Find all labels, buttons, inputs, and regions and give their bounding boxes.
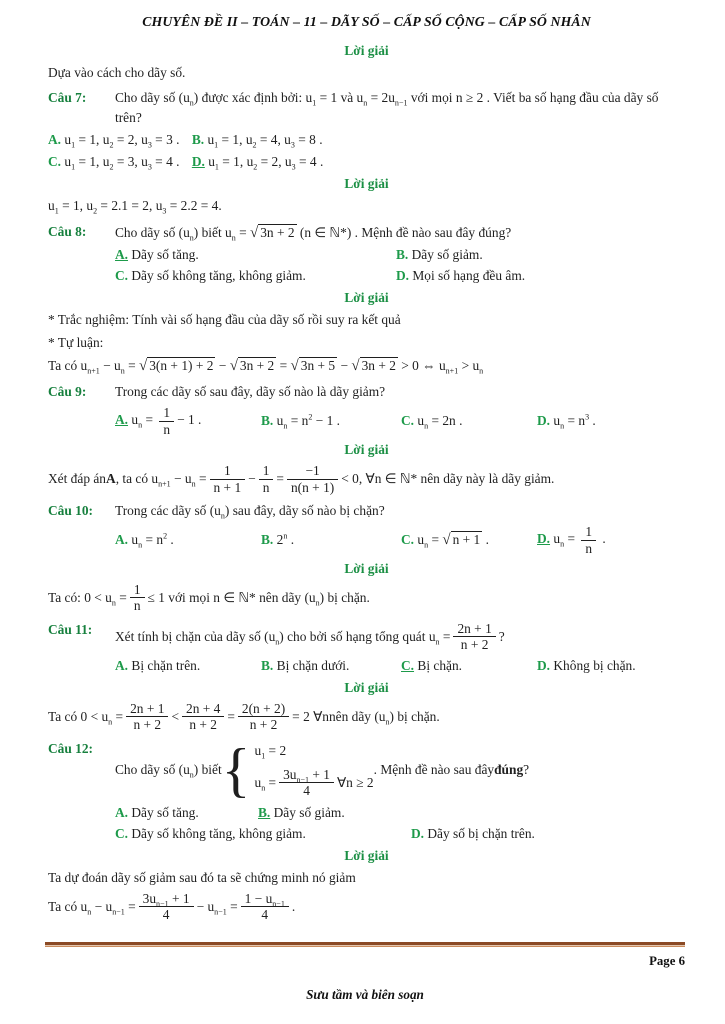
q12-stem-end: ?	[523, 762, 530, 778]
q8-option-c-letter: C.	[115, 268, 129, 284]
q11-option-c-letter: C.	[401, 657, 415, 673]
question-11	[48, 620, 685, 654]
sqrt-expression	[139, 358, 215, 373]
q9-sol-bold-a: A	[106, 471, 116, 487]
q9-option-d-letter: D.	[537, 413, 551, 429]
q8-sol-m1: −	[215, 357, 230, 373]
fraction-denominator: n	[163, 421, 171, 437]
q10-option-d-post: .	[599, 531, 606, 547]
q8-option-a-text: Dãy số tăng.	[131, 247, 199, 263]
q12-option-c-letter: C.	[115, 825, 129, 841]
q8-option-c-text: Dãy số không tăng, không giảm.	[131, 268, 306, 284]
q9-option-a-pre: $u_n$ =	[131, 412, 157, 430]
q12-solution-heading: Lời giải	[344, 847, 389, 863]
q12-option-b-letter: B.	[258, 804, 271, 820]
left-brace-icon: {	[221, 736, 251, 803]
q9-option-d-text: $u_n = n^3$ .	[553, 412, 596, 431]
q8-sol-m2: =	[276, 357, 291, 373]
q9-option-b-letter: B.	[261, 413, 274, 429]
fraction-denominator: n + 2	[189, 717, 217, 733]
q7-option-d-text: $u_1 = 1$, $u_2 = 2$, $u_3 = 4$ .	[208, 154, 324, 172]
q12-stem-pre: Cho dãy số $(u_n)$ biết	[115, 762, 222, 780]
q7-option-b-letter: B.	[191, 132, 205, 148]
q8-stem-pre: Cho dãy số $(u_n)$ biết $u_n$ =	[115, 224, 250, 243]
q12-option-d	[411, 824, 685, 844]
sqrt-expression	[351, 358, 398, 373]
question-10-stem: Trong các dãy số $(u_n)$ sau đây, dãy số nào bị chặn?	[115, 502, 385, 521]
q12-sol-pre: Ta có $u_n - u_{n-1}$ =	[48, 898, 136, 917]
fraction	[287, 463, 338, 495]
q10-option-b-letter: B.	[261, 531, 274, 547]
q9-option-a-post: − 1 .	[177, 412, 202, 428]
q9-option-c	[401, 411, 537, 431]
q8-solution-line1: * Trắc nghiệm: Tính vài số hạng đầu của dãy số rồi suy ra kết quả	[48, 312, 401, 328]
q7-option-a-text: $u_1 = 1$, $u_2 = 2$, $u_3 = 3$ .	[64, 132, 180, 150]
fraction	[126, 701, 168, 733]
fraction-numerator: 1	[210, 463, 246, 479]
footer-rule	[45, 942, 685, 947]
q11-option-d	[537, 656, 685, 676]
fraction-denominator: 4	[303, 783, 310, 799]
q9-options-row	[115, 404, 685, 438]
q12-solution-line2	[48, 890, 685, 924]
q8-solution-line2: * Tự luận:	[48, 334, 104, 350]
q11-option-a	[115, 656, 261, 676]
question-11-stem	[115, 620, 685, 654]
intro-note: Dựa vào cách cho dãy số.	[48, 64, 186, 80]
question-8-label: Câu 8:	[48, 223, 87, 239]
question-9-stem: Trong các dãy số sau đây, dãy số nào là dãy giảm?	[115, 384, 386, 400]
radical-icon: √	[442, 531, 451, 548]
q8-option-b	[396, 245, 685, 265]
question-10	[48, 501, 685, 521]
q12-sol-m1: − $u_{n-1}$ =	[196, 898, 238, 917]
question-9-label: Câu 9:	[48, 384, 87, 400]
question-10-label: Câu 10:	[48, 502, 94, 518]
q10-option-a	[115, 530, 261, 550]
q10-option-c-pre: $u_n$ =	[417, 531, 443, 550]
q11-sol-m3: = 2 ∀n	[292, 708, 329, 724]
q10-option-b-text: 2$^n$ .	[276, 531, 295, 547]
fraction-denominator: n	[262, 479, 270, 495]
q7-option-b-text: $u_1 = 1$, $u_2 = 4$, $u_3 = 8$ .	[207, 132, 323, 150]
q11-stem-post: ?	[498, 628, 505, 644]
radicand: 3n + 5	[300, 357, 336, 373]
q9-option-c-letter: C.	[401, 413, 415, 429]
q9-sol-post: < 0, ∀n ∈ ℕ* nên dãy này là dãy giảm.	[341, 471, 555, 487]
q9-sol-m1: −	[248, 471, 256, 487]
page-number: Page 6	[649, 954, 685, 968]
q11-option-c-text: Bị chặn.	[417, 657, 463, 673]
fraction	[259, 463, 274, 495]
q12-sol-post: .	[291, 898, 296, 914]
fraction-numerator: 1	[581, 524, 596, 540]
q9-option-a	[115, 404, 261, 438]
q9-option-c-text: $u_n = 2n$ .	[417, 413, 463, 431]
q11-stem-pre: Xét tính bị chặn của dãy số $(u_n)$ cho bởi số hạng tổng quát $u_n$ =	[115, 628, 451, 647]
page-footer	[45, 942, 685, 1005]
fraction-denominator: 4	[162, 907, 170, 923]
fraction	[453, 621, 495, 653]
q8-sol-post: > 0 ⇔ $u_{n+1} > u_n$	[397, 357, 484, 376]
radical-icon: √	[139, 357, 148, 374]
fraction	[581, 524, 596, 556]
fraction-denominator: n	[585, 540, 593, 556]
system-of-cases	[221, 736, 374, 803]
radicand: 3n + 2	[260, 224, 295, 240]
q7-solution-heading: Lời giải	[344, 176, 389, 192]
q10-sol-pre: Ta có: $0 < u_n$ =	[48, 589, 127, 608]
q11-sol-post: nên dãy $(u_n)$ bị chặn.	[328, 708, 440, 727]
question-12-stem	[115, 736, 685, 803]
q12-option-c	[115, 824, 411, 844]
question-7	[48, 88, 685, 128]
question-7-stem: Cho dãy số $(u_n)$ được xác định bởi: $u_1 = 1$ và $u_n = 2u_{n-1}$ với mọi n ≥ 2 . Viết ba số hạng đầu của dãy số trên?	[115, 89, 659, 126]
solution-heading: Lời giải	[344, 42, 389, 58]
q8-options-row-ab	[115, 245, 685, 265]
q10-options-row	[115, 523, 685, 557]
q7-options-row-cd	[48, 152, 685, 172]
q8-option-d-letter: D.	[396, 268, 410, 284]
sqrt-expression	[250, 225, 297, 240]
fraction	[279, 767, 334, 799]
q12-option-c-text: Dãy số không tăng, không giảm.	[131, 825, 306, 841]
q10-option-b	[261, 530, 401, 550]
radical-icon: √	[351, 357, 360, 374]
q10-option-c-post: .	[482, 531, 489, 547]
fraction	[130, 582, 145, 614]
fraction-denominator: n + 2	[133, 717, 162, 733]
q10-option-c	[401, 529, 537, 552]
question-8	[48, 222, 685, 245]
q8-stem-post: (n ∈ ℕ*) . Mệnh đề nào sau đây đúng?	[296, 224, 512, 240]
q7-option-c-letter: C.	[48, 154, 62, 170]
q12-options-row-ab	[115, 803, 685, 823]
question-8-stem	[115, 222, 685, 245]
q12-option-a-letter: A.	[115, 804, 129, 820]
q12-option-a-text: Dãy số tăng.	[131, 804, 199, 820]
fraction	[182, 701, 224, 733]
q11-solution-heading: Lời giải	[344, 679, 389, 695]
radical-icon: √	[290, 357, 299, 374]
q8-option-b-letter: B.	[396, 247, 409, 263]
fraction-numerator: 2n + 1	[453, 621, 495, 637]
fraction-numerator: 2(n + 2)	[238, 701, 289, 717]
q12-stem-bold: đúng	[494, 762, 524, 778]
q8-option-d-text: Mọi số hạng đều âm.	[412, 268, 526, 284]
fraction-numerator: $1 - u_{n-1}$	[241, 891, 289, 907]
q10-option-d-letter: D.	[537, 531, 551, 547]
q9-option-d	[537, 411, 685, 431]
q8-option-d	[396, 266, 685, 286]
q12-option-d-letter: D.	[411, 825, 425, 841]
q12-stem-mid: . Mệnh đề nào sau đây	[373, 762, 495, 778]
q12-option-b	[258, 803, 685, 823]
q8-solution-heading: Lời giải	[344, 290, 389, 306]
radicand: n + 1	[452, 531, 481, 547]
q11-sol-pre: Ta có $0 < u_n$ =	[48, 708, 124, 727]
q9-sol-pre: Xét đáp án	[48, 471, 107, 487]
q8-option-b-text: Dãy số giảm.	[411, 247, 483, 263]
fraction	[241, 891, 289, 923]
q11-sol-m2: =	[227, 708, 235, 724]
q11-solution-line	[48, 700, 685, 734]
fraction-numerator: 1	[130, 582, 145, 598]
q12-option-a	[115, 803, 258, 823]
fraction-numerator: 1	[259, 463, 274, 479]
q11-sol-m1: <	[171, 708, 179, 724]
fraction	[210, 463, 246, 495]
fraction-denominator: n + 2	[460, 637, 489, 653]
fraction	[238, 701, 289, 733]
fraction-numerator: −1	[287, 463, 338, 479]
radical-icon: √	[229, 357, 238, 374]
q11-option-c	[401, 656, 537, 676]
question-7-label: Câu 7:	[48, 89, 87, 105]
sqrt-expression	[230, 358, 277, 373]
q11-option-a-text: Bị chặn trên.	[131, 657, 201, 673]
q7-options-row-ab	[48, 130, 685, 150]
q7-option-d-letter: D.	[191, 154, 205, 170]
q7-option-c-text: $u_1 = 1$, $u_2 = 3$, $u_3 = 4$ .	[64, 154, 180, 172]
q10-option-a-text: $u_n = n^2$ .	[131, 531, 174, 550]
fraction-numerator: 2n + 1	[126, 701, 168, 717]
q9-sol-m2: =	[276, 471, 284, 487]
q8-option-c	[115, 266, 396, 286]
radicand: 3n + 2	[361, 357, 396, 373]
q7-option-a-letter: A.	[48, 132, 62, 148]
question-12-label: Câu 12:	[48, 740, 94, 756]
q9-sol-m0: , ta có $u_{n+1} - u_n$ =	[115, 471, 207, 489]
q9-solution-line	[48, 462, 685, 496]
case-line-1: $u_1 = 2$	[254, 742, 287, 761]
radical-icon: √	[249, 224, 259, 241]
question-11-label: Câu 11:	[48, 621, 93, 637]
cases-column	[254, 741, 373, 800]
sqrt-expression	[291, 358, 338, 373]
q10-solution-heading: Lời giải	[344, 560, 389, 576]
q8-sol-pre: Ta có $u_{n+1} - u_n$ =	[48, 357, 139, 376]
q11-option-b	[261, 656, 401, 676]
q8-option-a	[115, 245, 396, 265]
q12-option-b-text: Dãy số giảm.	[273, 804, 345, 820]
q9-option-b	[261, 411, 401, 431]
fraction-denominator: n + 2	[249, 717, 278, 733]
q11-option-a-letter: A.	[115, 657, 129, 673]
q11-option-d-letter: D.	[537, 657, 551, 673]
q11-option-b-text: Bị chặn dưới.	[276, 657, 350, 673]
q8-solution-line3	[48, 355, 685, 378]
q12-solution-line1: Ta dự đoán dãy số giảm sau đó ta sẽ chứng minh nó giảm	[48, 869, 356, 885]
q8-option-a-letter: A.	[115, 247, 129, 263]
radicand: 3n + 2	[239, 357, 275, 373]
fraction	[139, 891, 194, 923]
q10-option-d	[537, 523, 685, 557]
q10-option-c-letter: C.	[401, 531, 415, 547]
document-title: CHUYÊN ĐỀ II – TOÁN – 11 – DÃY SỐ – CẤP SỐ CỘNG – CẤP SỐ NHÂN	[142, 14, 591, 29]
fraction-denominator: 4	[261, 907, 269, 923]
q11-option-b-letter: B.	[261, 657, 274, 673]
fraction-denominator: n	[133, 598, 141, 614]
q9-option-b-text: $u_n = n^2 - 1$ .	[276, 412, 340, 431]
q11-option-d-text: Không bị chặn.	[553, 657, 636, 673]
sqrt-expression	[442, 532, 482, 547]
fraction-numerator: 1	[159, 405, 174, 421]
q8-sol-m3: −	[337, 357, 352, 373]
fraction-numerator: 2n + 4	[182, 701, 224, 717]
q10-sol-post: ≤ 1 với mọi n ∈ ℕ* nên dãy $(u_n)$ bị chặn.	[147, 589, 370, 608]
question-9	[48, 382, 685, 402]
fraction-numerator: $3u_{n-1} + 1$	[139, 891, 194, 907]
q10-solution-line	[48, 581, 685, 615]
q12-options-row-cd	[115, 824, 685, 844]
fraction	[159, 405, 174, 437]
footer-credit: Sưu tầm và biên soạn	[306, 987, 424, 1003]
case-line-2	[254, 766, 373, 800]
q10-option-d-pre: $u_n$ =	[553, 531, 579, 549]
fraction-denominator: n + 1	[213, 479, 242, 495]
case-2-pre: $u_n$ =	[254, 774, 277, 793]
question-12	[48, 736, 685, 803]
fraction-denominator: n(n + 1)	[290, 479, 335, 495]
fraction-numerator: $3u_{n-1} + 1$	[279, 767, 334, 783]
q9-solution-heading: Lời giải	[344, 442, 389, 458]
q10-option-a-letter: A.	[115, 531, 129, 547]
radicand: 3(n + 1) + 2	[149, 357, 214, 373]
q12-option-d-text: Dãy số bị chặn trên.	[427, 825, 535, 841]
q8-options-row-cd	[115, 266, 685, 286]
case-2-post: ∀n ≥ 2	[337, 774, 374, 790]
q7-solution-line: $u_1 = 1$, $u_2 = 2.1 = 2$, $u_3 = 2.2 = 4$.	[48, 198, 222, 217]
q11-options-row	[115, 656, 685, 676]
q9-option-a-letter: A.	[115, 412, 129, 428]
